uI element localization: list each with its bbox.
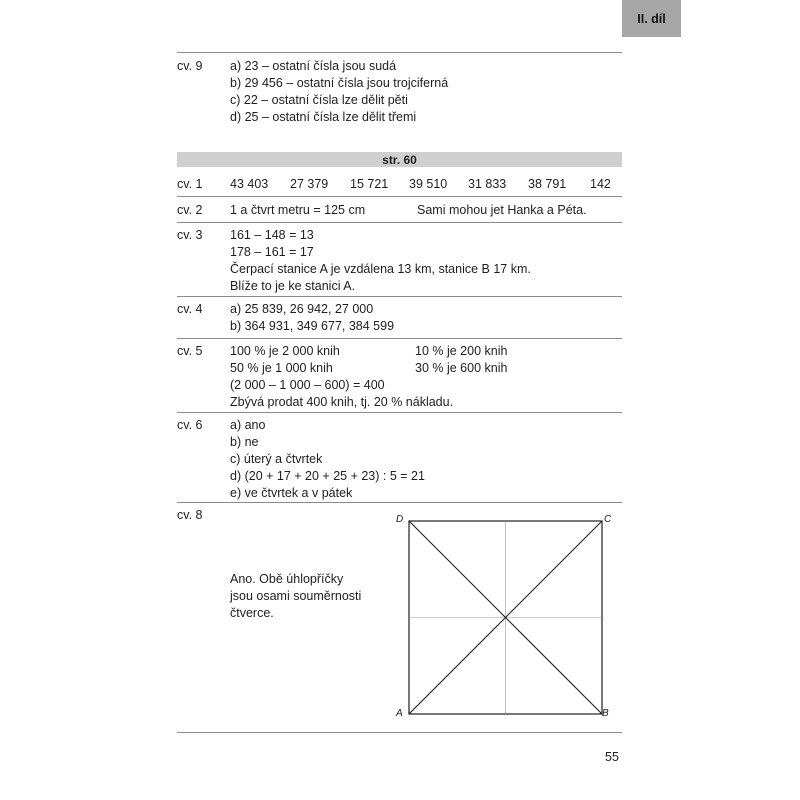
answer-line: b) 29 456 – ostatní čísla jsou trojciferná	[230, 76, 449, 90]
answer-line: 30 % je 600 knih	[415, 361, 508, 375]
cv5-column-right	[415, 343, 507, 377]
answer-line: 178 – 161 = 17	[230, 245, 314, 259]
answer-line: c) úterý a čtvrtek	[230, 452, 323, 466]
divider	[177, 502, 622, 503]
answer-line: 161 – 148 = 13	[230, 228, 314, 242]
cv1-number: 43 403	[230, 177, 269, 191]
divider	[177, 52, 622, 53]
answer-line: 50 % je 1 000 knih	[230, 361, 333, 375]
vertex-label-b: B	[602, 708, 609, 719]
part-tab: II. díl	[622, 0, 681, 37]
exercise-cv6-answers	[230, 417, 425, 502]
cv1-number: 27 379	[290, 177, 329, 191]
answer-line: Blíže to je ke stanici A.	[230, 279, 356, 293]
vertex-label-c: C	[604, 514, 612, 525]
answer-line: Zbývá prodat 400 knih, tj. 20 % nákladu.	[230, 395, 454, 409]
answer-line: b) 364 931, 349 677, 384 599	[230, 319, 395, 333]
exercise-cv9-answers	[230, 58, 448, 126]
square-diagram	[390, 508, 620, 723]
divider	[177, 296, 622, 297]
answer-line: jsou osami souměrnosti	[230, 589, 362, 603]
cv2-right-answer: Sami mohou jet Hanka a Péta.	[417, 203, 587, 217]
answer-line: 10 % je 200 knih	[415, 344, 508, 358]
answer-line: Ano. Obě úhlopříčky	[230, 572, 344, 586]
answer-line: a) ano	[230, 418, 266, 432]
answer-line: (2 000 – 1 000 – 600) = 400	[230, 378, 385, 392]
exercise-label-cv1: cv. 1	[177, 177, 203, 191]
divider	[177, 196, 622, 197]
answer-line: b) ne	[230, 435, 259, 449]
cv1-number: 15 721	[350, 177, 389, 191]
cv1-number: 142	[590, 177, 611, 191]
exercise-label-cv9: cv. 9	[177, 59, 203, 73]
cv5-conclusion	[230, 377, 453, 411]
exercise-label-cv5: cv. 5	[177, 344, 203, 358]
answer-line: a) 25 839, 26 942, 27 000	[230, 302, 374, 316]
exercise-label-cv3: cv. 3	[177, 228, 203, 242]
answer-line: e) ve čtvrtek a v pátek	[230, 486, 353, 500]
exercise-cv4-answers	[230, 301, 394, 335]
answer-line: d) 25 – ostatní čísla lze dělit třemi	[230, 110, 417, 124]
answer-line: 100 % je 2 000 knih	[230, 344, 340, 358]
exercise-label-cv6: cv. 6	[177, 418, 203, 432]
cv1-number: 31 833	[468, 177, 507, 191]
answer-line: čtverce.	[230, 606, 274, 620]
vertex-label-d: D	[396, 514, 404, 525]
answer-line: c) 22 – ostatní čísla lze dělit pěti	[230, 93, 408, 107]
answer-line: a) 23 – ostatní čísla jsou sudá	[230, 59, 397, 73]
exercise-label-cv4: cv. 4	[177, 302, 203, 316]
divider	[177, 338, 622, 339]
section-header: str. 60	[177, 152, 622, 167]
cv2-left-answer: 1 a čtvrt metru = 125 cm	[230, 203, 366, 217]
vertex-label-a: A	[396, 708, 403, 719]
exercise-cv3-answers	[230, 227, 531, 295]
page-number: 55	[605, 750, 619, 764]
divider	[177, 412, 622, 413]
cv8-answer-text	[230, 571, 361, 622]
exercise-label-cv2: cv. 2	[177, 203, 203, 217]
divider	[177, 732, 622, 733]
cv1-number: 39 510	[409, 177, 448, 191]
exercise-label-cv8: cv. 8	[177, 508, 203, 522]
cv1-number: 38 791	[528, 177, 567, 191]
answer-line: d) (20 + 17 + 20 + 25 + 23) : 5 = 21	[230, 469, 425, 483]
divider	[177, 222, 622, 223]
answer-line: Čerpací stanice A je vzdálena 13 km, stanice B 17 km.	[230, 262, 531, 276]
cv5-column-left	[230, 343, 340, 377]
